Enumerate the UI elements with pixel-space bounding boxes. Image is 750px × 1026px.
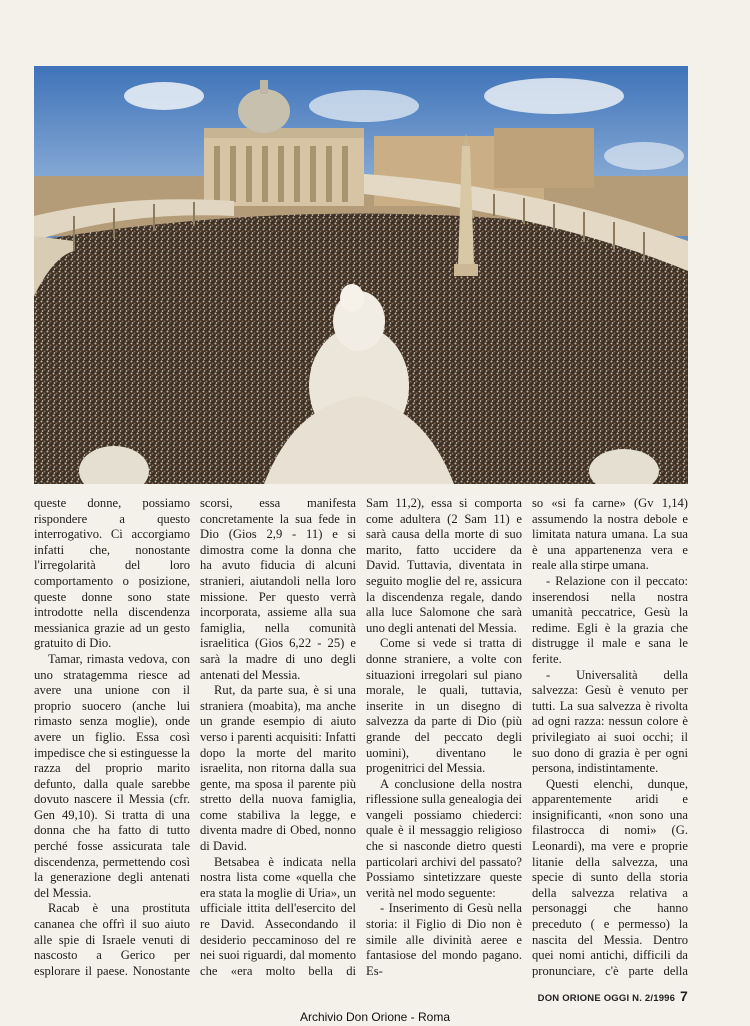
paragraph: so «si fa carne» (Gv 1,14) assumendo la nostra debole e limitata natura umana. La sua è una appartenenza vera e reale alla stirpe umana. — [532, 496, 688, 573]
page-number: 7 — [680, 988, 688, 1004]
paragraph: - Relazione con il peccato: inserendosi nella nostra umanità peccatrice, Gesù la redime. Egli è la grazia che distrugge il male e sana le ferite. — [532, 573, 688, 666]
magazine-issue: DON ORIONE OGGI N. 2/1996 — [537, 993, 676, 1004]
article-columns — [34, 496, 688, 978]
archive-watermark: Archivio Don Orione - Roma — [299, 1010, 451, 1024]
paragraph: A conclusione della nostra riflessione sulla genealogia dei vangeli possiamo chiederci: quale è il messaggio religioso che si nasconde dietro questi particolari archivi del passato? Possiamo sintetizzare queste verità nel modo seguente: — [366, 776, 522, 900]
paragraph: - Inserimento di Gesù nella storia: il Figlio di Dio non è simile alle divinità aeree e fantasiose del mondo pagano. Es- — [366, 901, 522, 978]
cover-photo — [34, 66, 688, 484]
article-column-1 — [34, 496, 190, 978]
paragraph: Racab è una prostituta cananea che offrì il suo aiuto alle spie di Israele venuti di nascosto a Gerico per esplorare il paese. Nonostante — [34, 901, 190, 978]
article-column-2 — [200, 496, 356, 978]
article-column-4 — [532, 496, 688, 978]
paragraph: Sam 11,2), essa si comporta come adultera (2 Sam 11) e sarà causa della morte di suo marito, fatto uccidere da David. Tuttavia, diventata in seguito moglie del re, assicura la discendenza regale, dando alla luce Salomone che sarà uno degli antenati del Messia. — [366, 496, 522, 635]
paragraph: Betsabea è indicata nella nostra lista come «quella che era stata la moglie di Uria», un ufficiale ittita dell'esercito del re David. Assecondando il desiderio peccaminoso del re nei suoi riguardi, dal momento che «era molto bella di — [200, 854, 356, 978]
page-footer — [538, 988, 688, 1004]
paragraph: - Universalità della salvezza: Gesù è venuto per tutti. La sua salvezza è rivolta ad ogni razza: nessun colore è privilegiato ai suoi occhi; il suo dono di grazia è per ogni persona, indistintamente. — [532, 667, 688, 776]
st-peters-square-illustration — [34, 66, 688, 484]
paragraph: queste donne, possiamo rispondere a questo interrogativo. Ci accorgiamo infatti che, nonostante l'irregolarità del loro comportamento o posizione, queste donne sono state introdotte nella discendenza messianica grazie ad un gesto gratuito di Dio. — [34, 496, 190, 651]
paragraph: Come si vede si tratta di donne straniere, a volte con situazioni irregolari sul piano morale, le quali, tuttavia, inserite in un disegno di salvezza da parte di Dio (più grande del peccato degli uomini), diventano le progenitrici del Messia. — [366, 636, 522, 776]
paragraph: Rut, da parte sua, è si una straniera (moabita), ma anche un grande esempio di aiuto verso i parenti acquisiti: Infatti dopo la morte del marito israelita, non ritorna dalla sua gente, ma sposa il parente più stretto della nuova famiglia, come stabiliva la legge, e diventa madre di Obed, nonno di David. — [200, 683, 356, 854]
article-column-3 — [366, 496, 522, 978]
paragraph: scorsi, essa manifesta concretamente la sua fede in Dio (Gios 2,9 - 11) e si dimostra come la donna che ha avuto fiducia di alcuni stranieri, aiutandoli nella loro missione. Per questo verrà incorporata, assieme alla sua famiglia, nella comunità israelitica (Gios 6,22 - 25) e sarà la madre di uno degli antenati del Messia. — [200, 496, 356, 682]
paragraph: Questi elenchi, dunque, apparentemente aridi e insignificanti, «non sono una filastrocca di nomi» (G. Leonardi), ma vere e proprie litanie della salvezza, una specie di sunto della storia della salvezza relativa a personaggi che hanno preceduto ( e permesso) la nascita del Messia. Dentro quei nomi antichi, difficili da pronunciare, c'è parte della — [532, 776, 688, 978]
paragraph: Tamar, rimasta vedova, con uno stratagemma riesce ad avere una unione con il proprio suocero (anche lui rimasto senza moglie), onde avere un figlio. Essa così impedisce che si estinguesse la razza del proprio marito defunto, dalla quale sarebbe dovuto nascere il Messia (cfr. Gen 49,10). Si tratta di una donna che ha fatto di tutto perché fosse assicurata tale discendenza, permettendo così la generazione degli antenati del Messia. — [34, 651, 190, 900]
